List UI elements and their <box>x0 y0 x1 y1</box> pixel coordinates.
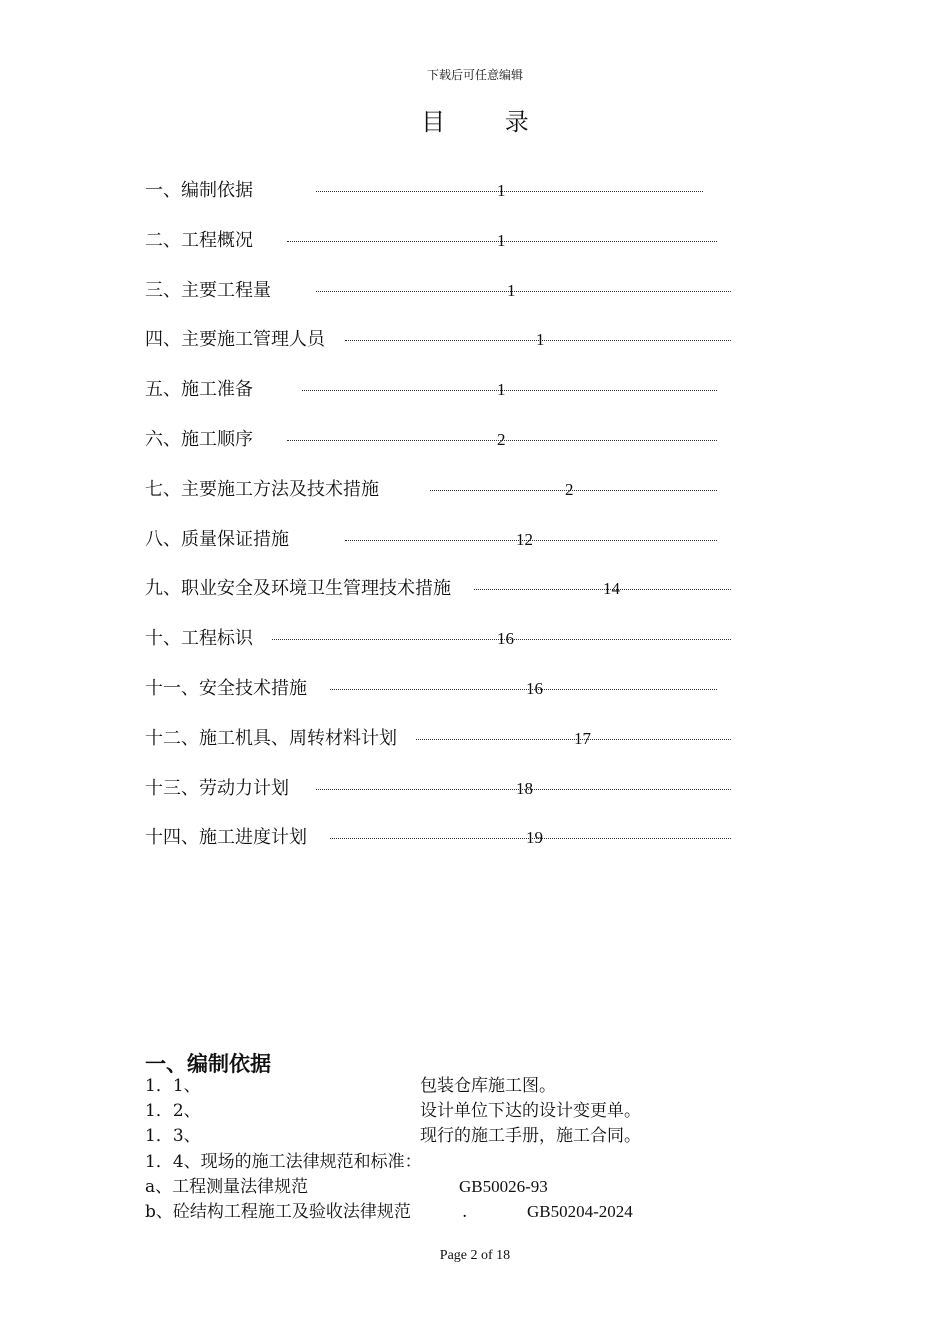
toc-leader-line <box>316 291 731 292</box>
item-text: 现行的施工手册，施工合同。 <box>420 1126 641 1146</box>
toc-entry-page: 1 <box>497 231 506 250</box>
toc-entry-page: 1 <box>536 330 545 349</box>
toc-leader-line <box>302 390 717 391</box>
list-item <box>145 1074 201 1098</box>
standard-dot: . <box>462 1202 468 1222</box>
toc-entry-label: 二、工程概况 <box>145 230 253 251</box>
toc-entry[interactable] <box>145 826 945 850</box>
standard-label: b、砼结构工程施工及验收法律规范 <box>145 1202 411 1222</box>
page-header: 下载后可任意编辑 <box>426 68 523 82</box>
toc-entry[interactable] <box>145 478 945 502</box>
toc-entry-label: 三、主要工程量 <box>145 280 271 301</box>
toc-entry[interactable] <box>145 229 945 253</box>
item-number: 1．3、 <box>145 1126 201 1146</box>
toc-entry-page: 16 <box>497 629 514 648</box>
toc-entry[interactable] <box>145 577 945 601</box>
toc-entry[interactable] <box>145 777 945 801</box>
toc-entry[interactable] <box>145 279 945 303</box>
toc-entry[interactable] <box>145 378 945 402</box>
toc-entry-page: 2 <box>497 430 506 449</box>
toc-entry-page: 1 <box>497 181 506 200</box>
list-item: 1．4、现场的施工法律规范和标准： <box>145 1152 422 1172</box>
toc-entry[interactable] <box>145 627 945 651</box>
toc-entry-page: 1 <box>507 281 516 300</box>
toc-title: 目 录 <box>421 108 555 136</box>
toc-entry-label: 四、主要施工管理人员 <box>145 329 325 350</box>
item-text: 包装仓库施工图。 <box>420 1076 556 1096</box>
standard-label: a、工程测量法律规范 <box>145 1177 309 1197</box>
toc-entry-label: 十三、劳动力计划 <box>145 778 289 799</box>
toc-entry-page: 1 <box>497 380 506 399</box>
toc-entry-label: 十一、安全技术措施 <box>145 678 307 699</box>
page-footer: Page 2 of 18 <box>439 1248 511 1263</box>
toc-entry-page: 12 <box>516 530 533 549</box>
toc-entry-page: 2 <box>565 480 574 499</box>
toc-entry-label: 九、职业安全及环境卫生管理技术措施 <box>145 578 451 599</box>
toc-entry-page: 17 <box>574 729 591 748</box>
list-item <box>145 1099 201 1123</box>
toc-entry-label: 十、工程标识 <box>145 628 253 649</box>
toc-entry[interactable] <box>145 428 945 452</box>
toc-entry[interactable] <box>145 677 945 701</box>
section-heading: 一、编制依据 <box>145 1052 271 1076</box>
toc-entry-page: 16 <box>526 679 543 698</box>
toc-leader-line <box>430 490 717 491</box>
toc-entry[interactable] <box>145 179 945 203</box>
list-item <box>145 1124 201 1148</box>
toc-entry-label: 八、质量保证措施 <box>145 529 289 550</box>
toc-entry-label: 十四、施工进度计划 <box>145 827 307 848</box>
item-text: 设计单位下达的设计变更单。 <box>420 1101 641 1121</box>
toc-leader-line <box>316 191 703 192</box>
toc-entry-label: 十二、施工机具、周转材料计划 <box>145 728 397 749</box>
toc-entry-label: 六、施工顺序 <box>145 429 253 450</box>
standard-code: GB50204-2024 <box>527 1202 633 1221</box>
toc-entry[interactable] <box>145 528 945 552</box>
toc-entry-label: 七、主要施工方法及技术措施 <box>145 479 379 500</box>
item-number: 1．1、 <box>145 1076 201 1096</box>
toc-entry[interactable] <box>145 727 945 751</box>
toc-entry-label: 一、编制依据 <box>145 180 253 201</box>
toc-entry[interactable] <box>145 328 945 352</box>
toc-entry-label: 五、施工准备 <box>145 379 253 400</box>
toc-entry-page: 14 <box>603 579 620 598</box>
standard-code: GB50026-93 <box>459 1177 548 1196</box>
toc-entry-page: 19 <box>526 828 543 847</box>
toc-entry-page: 18 <box>516 779 533 798</box>
toc-leader-line <box>330 689 717 690</box>
item-number: 1．2、 <box>145 1101 201 1121</box>
